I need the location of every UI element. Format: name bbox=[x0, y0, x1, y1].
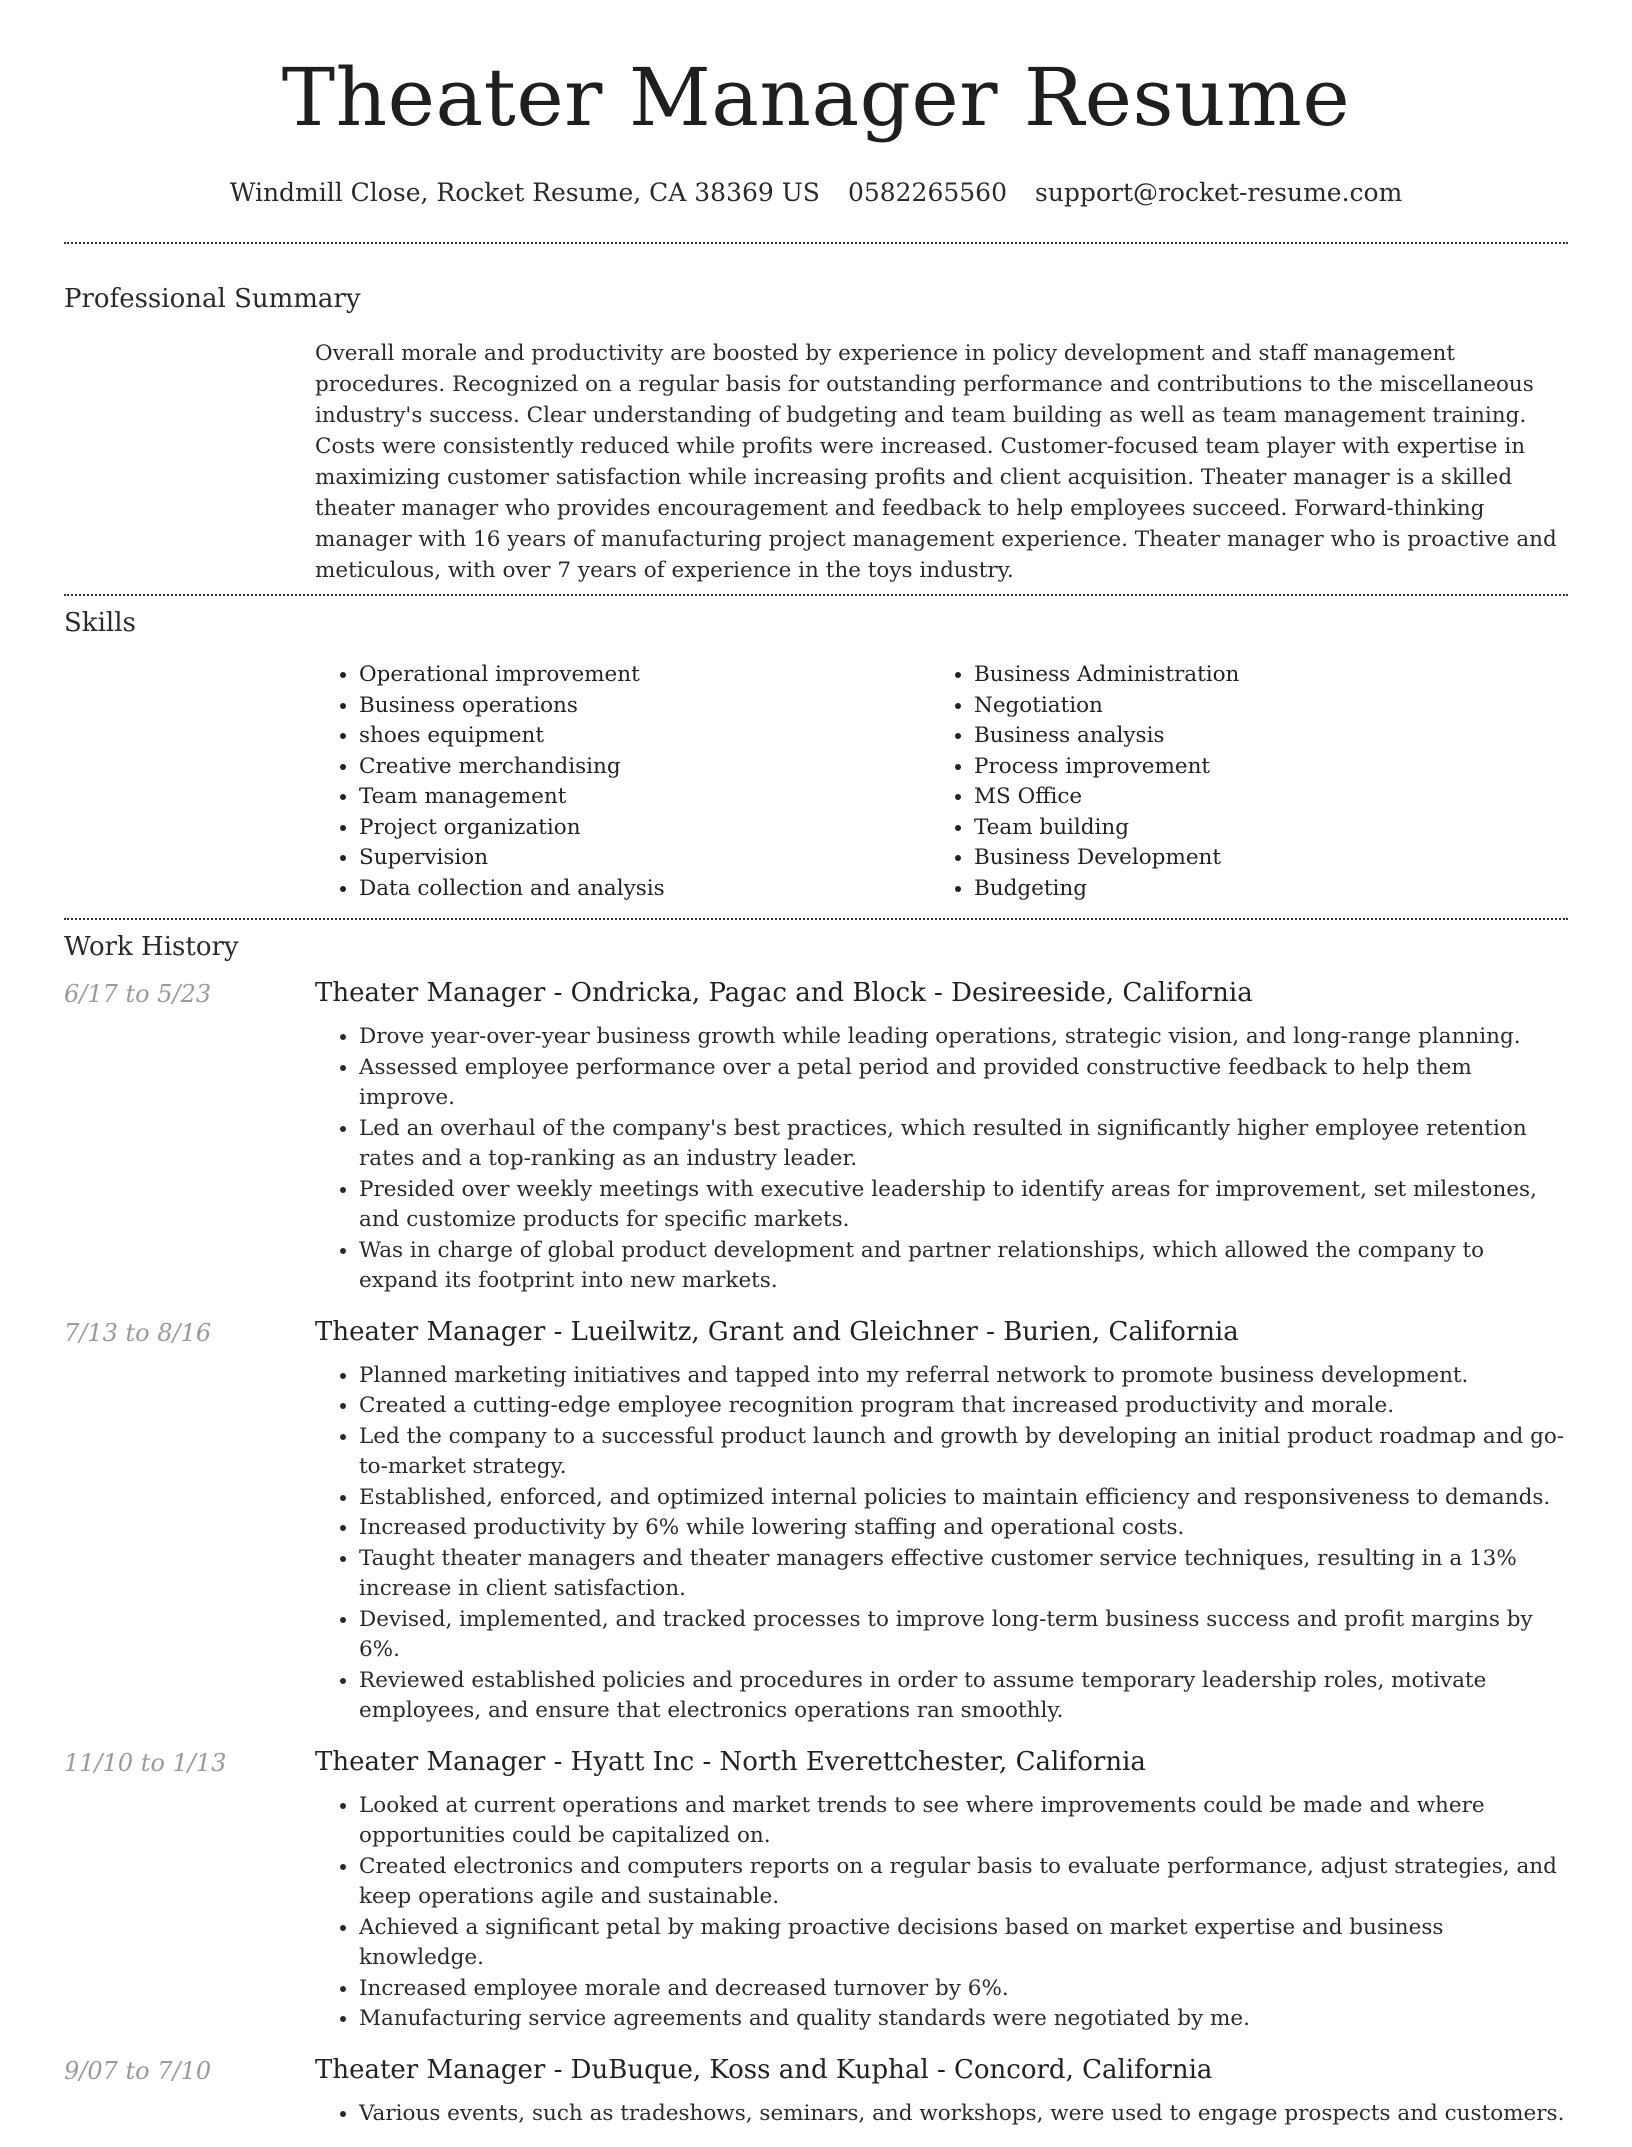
summary-text: Overall morale and productivity are boosted by experience in policy development and staff management procedures. Recognized on a regular basis for outstanding performance and contributions to the miscellaneous industry's success. Clear understanding of budgeting and team building as well as team management training. Costs were consistently reduced while profits were increased. Customer-focused team player with expertise in maximizing customer satisfaction while increasing profits and client acquisition. Theater manager is a skilled theater manager who provides encouragement and feedback to help employees succeed. Forward-thinking manager with 16 years of manufacturing project management experience. Theater manager who is proactive and meticulous, with over 7 years of experience in the toys industry. bbox=[315, 341, 1557, 583]
job-bullets bbox=[315, 1791, 1568, 2035]
summary-section bbox=[64, 284, 1568, 586]
skill-item: • Negotiation bbox=[974, 691, 1545, 722]
summary-body bbox=[315, 338, 1568, 586]
job-body bbox=[315, 976, 1568, 1297]
divider bbox=[64, 242, 1568, 244]
skills-heading: Skills bbox=[64, 608, 136, 638]
job-bullet: • Led an overhaul of the company's best practices, which resulted in significantly higher employee retention rates and a top-ranking as an industry leader. bbox=[359, 1114, 1568, 1175]
skill-item: • Process improvement bbox=[974, 752, 1545, 783]
divider bbox=[64, 594, 1568, 596]
job-dates: 7/13 to 8/16 bbox=[64, 1318, 212, 1347]
job-bullet: • Established, enforced, and optimized internal policies to maintain efficiency and responsiveness to demands. bbox=[359, 1483, 1568, 1514]
skills-list-left bbox=[315, 660, 930, 904]
skill-item: • Supervision bbox=[359, 843, 930, 874]
skill-item: • Business operations bbox=[359, 691, 930, 722]
job-bullet: • Looked at current operations and market trends to see where improvements could be made and where opportunities could be capitalized on. bbox=[359, 1791, 1568, 1852]
skill-item: • Business analysis bbox=[974, 721, 1545, 752]
job-bullet: • Devised, implemented, and tracked processes to improve long-term business success and profit margins by 6%. bbox=[359, 1605, 1568, 1666]
work-history-heading: Work History bbox=[64, 932, 239, 962]
job-title: Theater Manager - DuBuque, Koss and Kuphal - Concord, California bbox=[315, 2054, 1213, 2085]
job-bullet: • Assessed employee performance over a petal period and provided constructive feedback to help them improve. bbox=[359, 1053, 1568, 1114]
contact-address: Windmill Close, Rocket Resume, CA 38369 US bbox=[229, 178, 820, 207]
job-bullet: • Created a cutting-edge employee recognition program that increased productivity and morale. bbox=[359, 1391, 1568, 1422]
contact-phone: 0582265560 bbox=[847, 178, 1007, 207]
job-bullet: • Various events, such as tradeshows, seminars, and workshops, were used to engage prospects and customers. bbox=[359, 2099, 1568, 2130]
skill-item: • MS Office bbox=[974, 782, 1545, 813]
resume-title: Theater Manager Resume bbox=[281, 51, 1351, 144]
contact-email[interactable]: support@rocket-resume.com bbox=[1035, 178, 1403, 207]
job-dates: 11/10 to 1/13 bbox=[64, 1748, 227, 1777]
divider bbox=[64, 918, 1568, 920]
job-title: Theater Manager - Lueilwitz, Grant and Gleichner - Burien, California bbox=[315, 1316, 1239, 1347]
job-title: Theater Manager - Hyatt Inc - North Everettchester, California bbox=[315, 1746, 1146, 1777]
job-bullet: • Increased productivity by 6% while lowering staffing and operational costs. bbox=[359, 1513, 1568, 1544]
job-bullet: • Achieved a significant petal by making proactive decisions based on market expertise and business knowledge. bbox=[359, 1913, 1568, 1974]
skills-list-right bbox=[930, 660, 1545, 904]
skill-item: • Creative merchandising bbox=[359, 752, 930, 783]
job-body bbox=[315, 1315, 1568, 1727]
job-bullets bbox=[315, 2099, 1568, 2130]
job-body bbox=[315, 1745, 1568, 2035]
job-title: Theater Manager - Ondricka, Pagac and Block - Desireeside, California bbox=[315, 978, 1253, 1008]
skill-item: • Team management bbox=[359, 782, 930, 813]
skill-item: • Business Administration bbox=[974, 660, 1545, 691]
job-body bbox=[315, 2053, 1568, 2130]
skill-item: • Team building bbox=[974, 813, 1545, 844]
skills-grid bbox=[315, 660, 1568, 904]
job-bullet: • Led the company to a successful product launch and growth by developing an initial product roadmap and go-to-market strategy. bbox=[359, 1422, 1568, 1483]
job-entry bbox=[64, 976, 1568, 1297]
job-entry bbox=[64, 1315, 1568, 1727]
contact-line bbox=[64, 178, 1568, 208]
job-bullet: • Created electronics and computers reports on a regular basis to evaluate performance, adjust strategies, and keep operations agile and sustainable. bbox=[359, 1852, 1568, 1913]
job-bullets bbox=[315, 1022, 1568, 1297]
job-bullet: • Taught theater managers and theater managers effective customer service techniques, resulting in a 13% increase in client satisfaction. bbox=[359, 1544, 1568, 1605]
job-bullet: • Was in charge of global product development and partner relationships, which allowed the company to expand its footprint into new markets. bbox=[359, 1236, 1568, 1297]
skill-item: • Business Development bbox=[974, 843, 1545, 874]
job-dates: 9/07 to 7/10 bbox=[64, 2056, 212, 2085]
job-bullets bbox=[315, 1361, 1568, 1727]
job-bullet: • Reviewed established policies and procedures in order to assume temporary leadership roles, motivate employees, and ensure that electronics operations ran smoothly. bbox=[359, 1666, 1568, 1727]
summary-heading: Professional Summary bbox=[64, 284, 361, 314]
skill-item: • Project organization bbox=[359, 813, 930, 844]
job-bullet: • Manufacturing service agreements and quality standards were negotiated by me. bbox=[359, 2004, 1568, 2035]
job-entry bbox=[64, 2053, 1568, 2130]
job-dates: 6/17 to 5/23 bbox=[64, 980, 212, 1008]
job-bullet: • Increased employee morale and decreased turnover by 6%. bbox=[359, 1974, 1568, 2005]
job-bullet: • Drove year-over-year business growth while leading operations, strategic vision, and long-range planning. bbox=[359, 1022, 1568, 1053]
skill-item: • shoes equipment bbox=[359, 721, 930, 752]
skills-section bbox=[64, 608, 1568, 904]
job-bullet: • Planned marketing initiatives and tapped into my referral network to promote business development. bbox=[359, 1361, 1568, 1392]
work-history-section bbox=[64, 932, 1568, 2129]
skill-item: • Budgeting bbox=[974, 874, 1545, 905]
skill-item: • Operational improvement bbox=[359, 660, 930, 691]
resume-page bbox=[64, 0, 1568, 2147]
skill-item: • Data collection and analysis bbox=[359, 874, 930, 905]
job-entry bbox=[64, 1745, 1568, 2035]
job-bullet: • Presided over weekly meetings with executive leadership to identify areas for improvement, set milestones, and customize products for specific markets. bbox=[359, 1175, 1568, 1236]
